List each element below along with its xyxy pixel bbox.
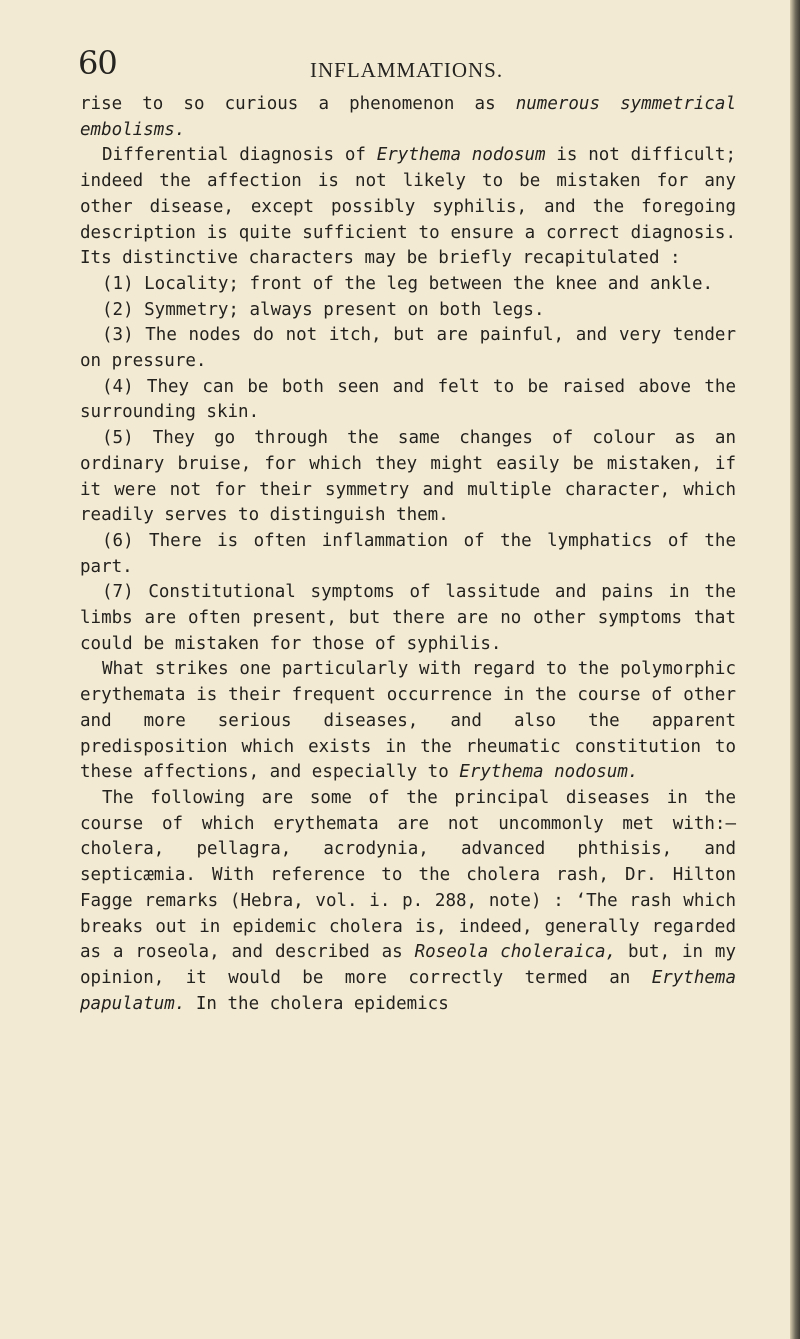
- paragraph: [80, 786, 736, 1017]
- text-run: What strikes one particularly with regard to the polymorphic erythemata is their frequent occurrence in the course of other and more serious diseases, and also the apparent predisposition which exists in the rheumatic constitution to these affections, and especially to: [80, 659, 736, 783]
- text-run: rise to so curious a phenomenon as: [80, 94, 516, 114]
- text-run: but, in my opinion, it would be more correctly termed an: [80, 942, 736, 988]
- text-run: (5) They go through the same changes of colour as an ordinary bruise, for which they might easily be mistaken, if it were not for their symmetry and multiple character, which readily serves to distinguish them.: [80, 428, 736, 526]
- text-run: The following are some of the principal diseases in the course of which erythemata are not uncommonly met with:—cholera, pellagra, acrodynia, advanced phthisis, and septicæmia. With reference to the cholera rash, Dr. Hilton Fagge remarks (Hebra, vol. i. p. 288, note) : ‘The rash which breaks out in epidemic cholera is, indeed, generally regarded as a roseola, and described as: [80, 787, 736, 963]
- text-run: (4) They can be both seen and felt to be raised above the surrounding skin.: [80, 376, 736, 423]
- body-text: [80, 92, 736, 1017]
- text-run: (6) There is often inflammation of the lymphatics of the part.: [80, 530, 736, 577]
- paragraph: [80, 323, 736, 374]
- text-run: (2) Symmetry; always present on both legs.: [102, 299, 545, 320]
- text-run: (3) The nodes do not itch, but are painful, and very tender on pressure.: [80, 325, 736, 372]
- italic-text: Erythema papulatum.: [80, 967, 736, 1014]
- paragraph: [80, 426, 736, 529]
- italic-text: Roseola choleraica,: [414, 942, 617, 963]
- paragraph: [80, 375, 736, 426]
- text-run: is not difficult; indeed the affection is not likely to be mistaken for any other disease, except possibly syphilis, and the foregoing description is quite sufficient to ensure a correct diagnosis. Its distinctive characters may be briefly recapitulated :: [80, 145, 736, 269]
- italic-text: Erythema nodosum: [376, 145, 546, 166]
- running-title: INFLAMMATIONS.: [310, 58, 504, 82]
- page-number: 60: [78, 44, 117, 82]
- italic-text: numerous symmetrical embolisms.: [80, 94, 737, 140]
- paragraph: [80, 143, 736, 272]
- page-edge: [790, 0, 800, 1339]
- paragraph: [80, 92, 736, 143]
- text-run: (1) Locality; front of the leg between the knee and ankle.: [102, 273, 714, 294]
- italic-text: Erythema nodosum.: [459, 762, 639, 783]
- paragraph: [80, 657, 736, 786]
- paragraph: [80, 298, 736, 324]
- text-run: In the cholera epidemics: [185, 993, 449, 1014]
- paragraph: [80, 272, 736, 298]
- paragraph: [80, 580, 736, 657]
- text-run: (7) Constitutional symptoms of lassitude and pains in the limbs are often present, but there are no other symptoms that could be mistaken for those of syphilis.: [80, 582, 736, 654]
- paragraph: [80, 529, 736, 580]
- text-run: Differential diagnosis of: [102, 145, 377, 166]
